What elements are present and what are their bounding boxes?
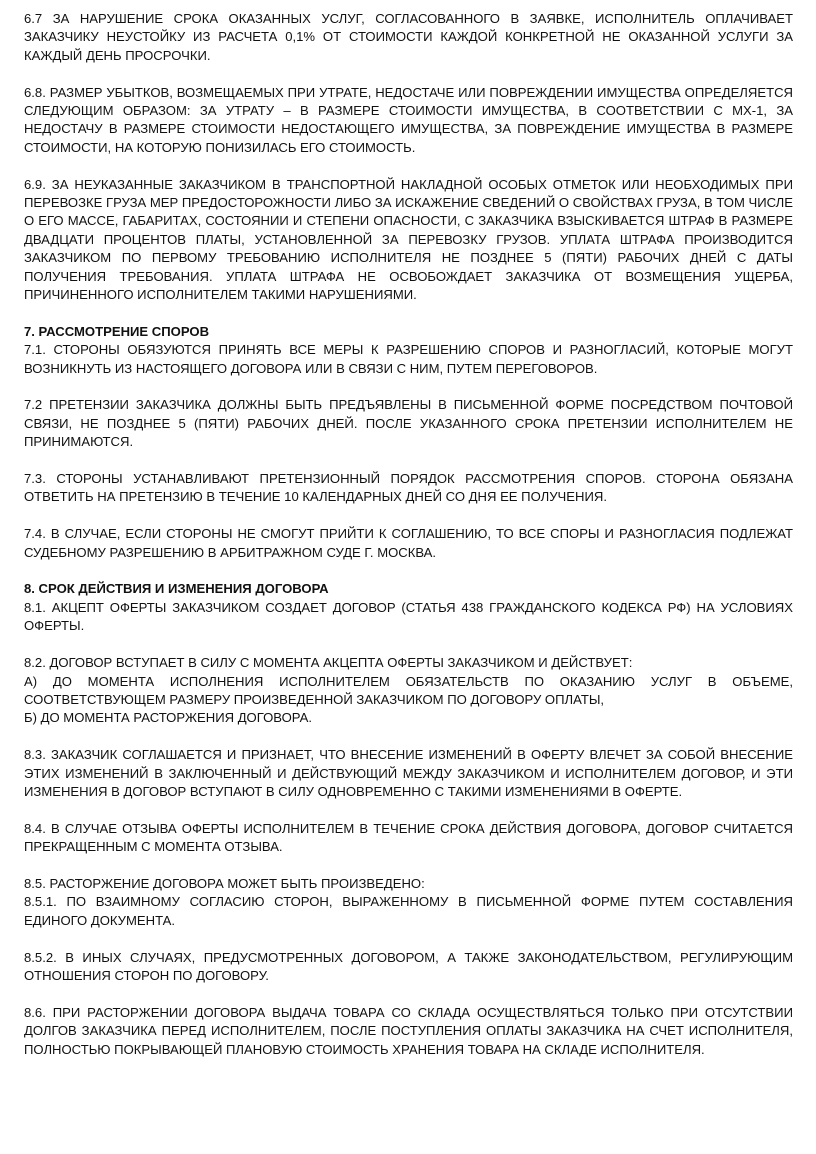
clause-8-3: 8.3. ЗАКАЗЧИК СОГЛАШАЕТСЯ И ПРИЗНАЕТ, ЧТО ВНЕСЕНИЕ ИЗМЕНЕНИЙ В ОФЕРТУ ВЛЕЧЕТ ЗА СОБОЙ ВНЕСЕНИЕ ЭТИХ ИЗМЕНЕНИЙ В ЗАКЛЮЧЕННЫЙ И ДЕЙСТВУЮЩИЙ МЕЖДУ ЗАКАЗЧИКОМ И ИСПОЛНИТЕЛЕМ ДОГОВОР, И ЭТИ ИЗМЕНЕНИЯ В ДОГОВОР ВСТУПАЮТ В СИЛУ ОДНОВРЕМЕННО С ТАКИМИ ИЗМЕНЕНИЯМИ В ОФЕРТЕ. <box>24 747 793 799</box>
clause-8-2-b: Б) ДО МОМЕНТА РАСТОРЖЕНИЯ ДОГОВОРА. <box>24 710 312 726</box>
clause-8-2: 8.2. ДОГОВОР ВСТУПАЕТ В СИЛУ С МОМЕНТА АКЦЕПТА ОФЕРТЫ ЗАКАЗЧИКОМ И ДЕЙСТВУЕТ: <box>24 655 633 671</box>
clause-6-9: 6.9. ЗА НЕУКАЗАННЫЕ ЗАКАЗЧИКОМ В ТРАНСПОРТНОЙ НАКЛАДНОЙ ОСОБЫХ ОТМЕТОК ИЛИ НЕОБХОДИМЫХ ПРИ ПЕРЕВОЗКЕ ГРУЗА МЕР ПРЕДОСТОРОЖНОСТИ ЛИБО ЗА ИСКАЖЕНИЕ СВЕДЕНИЙ О СВОЙСТВАХ ГРУЗА, В ТОМ ЧИСЛЕ О ЕГО МАССЕ, ГАБАРИТАХ, СОСТОЯНИИ И СТЕПЕНИ ОПАСНОСТИ, С ЗАКАЗЧИКА ВЗЫСКИВАЕТСЯ ШТРАФ В РАЗМЕРЕ ДВАДЦАТИ ПРОЦЕНТОВ ПЛАТЫ, УСТАНОВЛЕННОЙ ЗА ПЕРЕВОЗКУ ГРУЗОВ. УПЛАТА ШТРАФА ПРОИЗВОДИТСЯ ЗАКАЗЧИКОМ ПО ПЕРВОМУ ТРЕБОВАНИЮ ИСПОЛНИТЕЛЯ НЕ ПОЗДНЕЕ 5 (ПЯТИ) РАБОЧИХ ДНЕЙ С ДАТЫ ПОЛУЧЕНИЯ ТРЕБОВАНИЯ. УПЛАТА ШТРАФА НЕ ОСВОБОЖДАЕТ ЗАКАЗЧИКА ОТ ВОЗМЕЩЕНИЯ УЩЕРБА, ПРИЧИНЕННОГО ИСПОЛНИТЕЛЕМ ТАКИМИ НАРУШЕНИЯМИ. <box>24 176 793 303</box>
clause-8-6: 8.6. ПРИ РАСТОРЖЕНИИ ДОГОВОРА ВЫДАЧА ТОВАРА СО СКЛАДА ОСУЩЕСТВЛЯТЬСЯ ТОЛЬКО ПРИ ОТСУТСТВИИ ДОЛГОВ ЗАКАЗЧИКА ПЕРЕД ИСПОЛНИТЕЛЕМ, ПОСЛЕ ПОСТУПЛЕНИЯ ОПЛАТЫ ЗАКАЗЧИКА НА СЧЕТ ИСПОЛНИТЕЛЯ, ПОЛНОСТЬЮ ПОКРЫВАЮЩЕЙ ПЛАНОВУЮ СТОИМОСТЬ ХРАНЕНИЯ ТОВАРА НА СКЛАДЕ ИСПОЛНИТЕЛЯ. <box>24 1004 793 1057</box>
clause-6-8: 6.8. РАЗМЕР УБЫТКОВ, ВОЗМЕЩАЕМЫХ ПРИ УТРАТЕ, НЕДОСТАЧЕ ИЛИ ПОВРЕЖДЕНИИ ИМУЩЕСТВА ОПРЕДЕЛЯЕТСЯ СЛЕДУЮЩИМ ОБРАЗОМ: ЗА УТРАТУ – В РАЗМЕРЕ СТОИМОСТИ ИМУЩЕСТВА, В СООТВЕТСТВИИ С МХ-1, ЗА НЕДОСТАЧУ В РАЗМЕРЕ СТОИМОСТИ НЕДОСТАЮЩЕГО ИМУЩЕСТВА, ЗА ПОВРЕЖДЕНИЕ ИМУЩЕСТВА В РАЗМЕРЕ СТОИМОСТИ, НА КОТОРУЮ ПОНИЗИЛАСЬ ЕГО СТОИМОСТЬ. <box>24 84 793 155</box>
clause-8-5-2: 8.5.2. В ИНЫХ СЛУЧАЯХ, ПРЕДУСМОТРЕННЫХ ДОГОВОРОМ, А ТАКЖЕ ЗАКОНОДАТЕЛЬСТВОМ, РЕГУЛИРУЮЩИМ ОТНОШЕНИЯ СТОРОН ПО ДОГОВОРУ. <box>24 949 793 983</box>
clause-8-2-a: А) ДО МОМЕНТА ИСПОЛНЕНИЯ ИСПОЛНИТЕЛЕМ ОБЯЗАТЕЛЬСТВ ПО ОКАЗАНИЮ УСЛУГ В ОБЪЕМЕ, СООТВЕТСТВУЮЩЕМ РАЗМЕРУ ПРОИЗВЕДЕННОЙ ЗАКАЗЧИКОМ ПО ДОГОВОРУ ОПЛАТЫ, <box>24 673 793 707</box>
clause-8-5-1: 8.5.1. ПО ВЗАИМНОМУ СОГЛАСИЮ СТОРОН, ВЫРАЖЕННОМУ В ПИСЬМЕННОЙ ФОРМЕ ПУТЕМ СОСТАВЛЕНИЯ ЕДИНОГО ДОКУМЕНТА. <box>24 894 793 928</box>
section-8-heading: 8. СРОК ДЕЙСТВИЯ И ИЗМЕНЕНИЯ ДОГОВОРА <box>24 581 329 597</box>
clause-7-3: 7.3. СТОРОНЫ УСТАНАВЛИВАЮТ ПРЕТЕНЗИОННЫЙ ПОРЯДОК РАССМОТРЕНИЯ СПОРОВ. СТОРОНА ОБЯЗАНА ОТВЕТИТЬ НА ПРЕТЕНЗИЮ В ТЕЧЕНИЕ 10 КАЛЕНДАРНЫХ ДНЕЙ СО ДНЯ ЕЕ ПОЛУЧЕНИЯ. <box>24 471 793 505</box>
clause-8-4: 8.4. В СЛУЧАЕ ОТЗЫВА ОФЕРТЫ ИСПОЛНИТЕЛЕМ В ТЕЧЕНИЕ СРОКА ДЕЙСТВИЯ ДОГОВОРА, ДОГОВОР СЧИТАЕТСЯ ПРЕКРАЩЕННЫМ С МОМЕНТА ОТЗЫВА. <box>24 820 793 855</box>
clause-8-1: 8.1. АКЦЕПТ ОФЕРТЫ ЗАКАЗЧИКОМ СОЗДАЕТ ДОГОВОР (СТАТЬЯ 438 ГРАЖДАНСКОГО КОДЕКСА РФ) НА УСЛОВИЯХ ОФЕРТЫ. <box>24 599 793 634</box>
clause-8-5: 8.5. РАСТОРЖЕНИЕ ДОГОВОРА МОЖЕТ БЫТЬ ПРОИЗВЕДЕНО: <box>24 875 425 891</box>
clause-7-1: 7.1. СТОРОНЫ ОБЯЗУЮТСЯ ПРИНЯТЬ ВСЕ МЕРЫ К РАЗРЕШЕНИЮ СПОРОВ И РАЗНОГЛАСИЙ, КОТОРЫЕ МОГУТ ВОЗНИКНУТЬ ИЗ НАСТОЯЩЕГО ДОГОВОРА ИЛИ В СВЯЗИ С НИМ, ПУТЕМ ПЕРЕГОВОРОВ. <box>24 342 793 376</box>
clause-7-4: 7.4. В СЛУЧАЕ, ЕСЛИ СТОРОНЫ НЕ СМОГУТ ПРИЙТИ К СОГЛАШЕНИЮ, ТО ВСЕ СПОРЫ И РАЗНОГЛАСИЯ ПОДЛЕЖАТ СУДЕБНОМУ РАЗРЕШЕНИЮ В АРБИТРАЖНОМ СУДЕ Г. МОСКВА. <box>24 526 793 560</box>
section-7-heading: 7. РАССМОТРЕНИЕ СПОРОВ <box>24 323 210 339</box>
clause-7-2: 7.2 ПРЕТЕНЗИИ ЗАКАЗЧИКА ДОЛЖНЫ БЫТЬ ПРЕДЪЯВЛЕНЫ В ПИСЬМЕННОЙ ФОРМЕ ПОСРЕДСТВОМ ПОЧТОВОЙ СВЯЗИ, НЕ ПОЗДНЕЕ 5 (ПЯТИ) РАБОЧИХ ДНЕЙ. ПОСЛЕ УКАЗАННОГО СРОКА ПРЕТЕНЗИИ ИСПОЛНИТЕЛЕМ НЕ ПРИНИМАЮТСЯ. <box>24 397 793 450</box>
clause-6-7: 6.7 ЗА НАРУШЕНИЕ СРОКА ОКАЗАННЫХ УСЛУГ, СОГЛАСОВАННОГО В ЗАЯВКЕ, ИСПОЛНИТЕЛЬ ОПЛАЧИВАЕТ ЗАКАЗЧИКУ НЕУСТОЙКУ ИЗ РАСЧЕТА 0,1% ОТ СТОИМОСТИ КАЖДОЙ КОНКРЕТНОЙ НЕ ОКАЗАННОЙ УСЛУГИ ЗА КАЖДЫЙ ДЕНЬ ПРОСРОЧКИ. <box>24 11 793 63</box>
